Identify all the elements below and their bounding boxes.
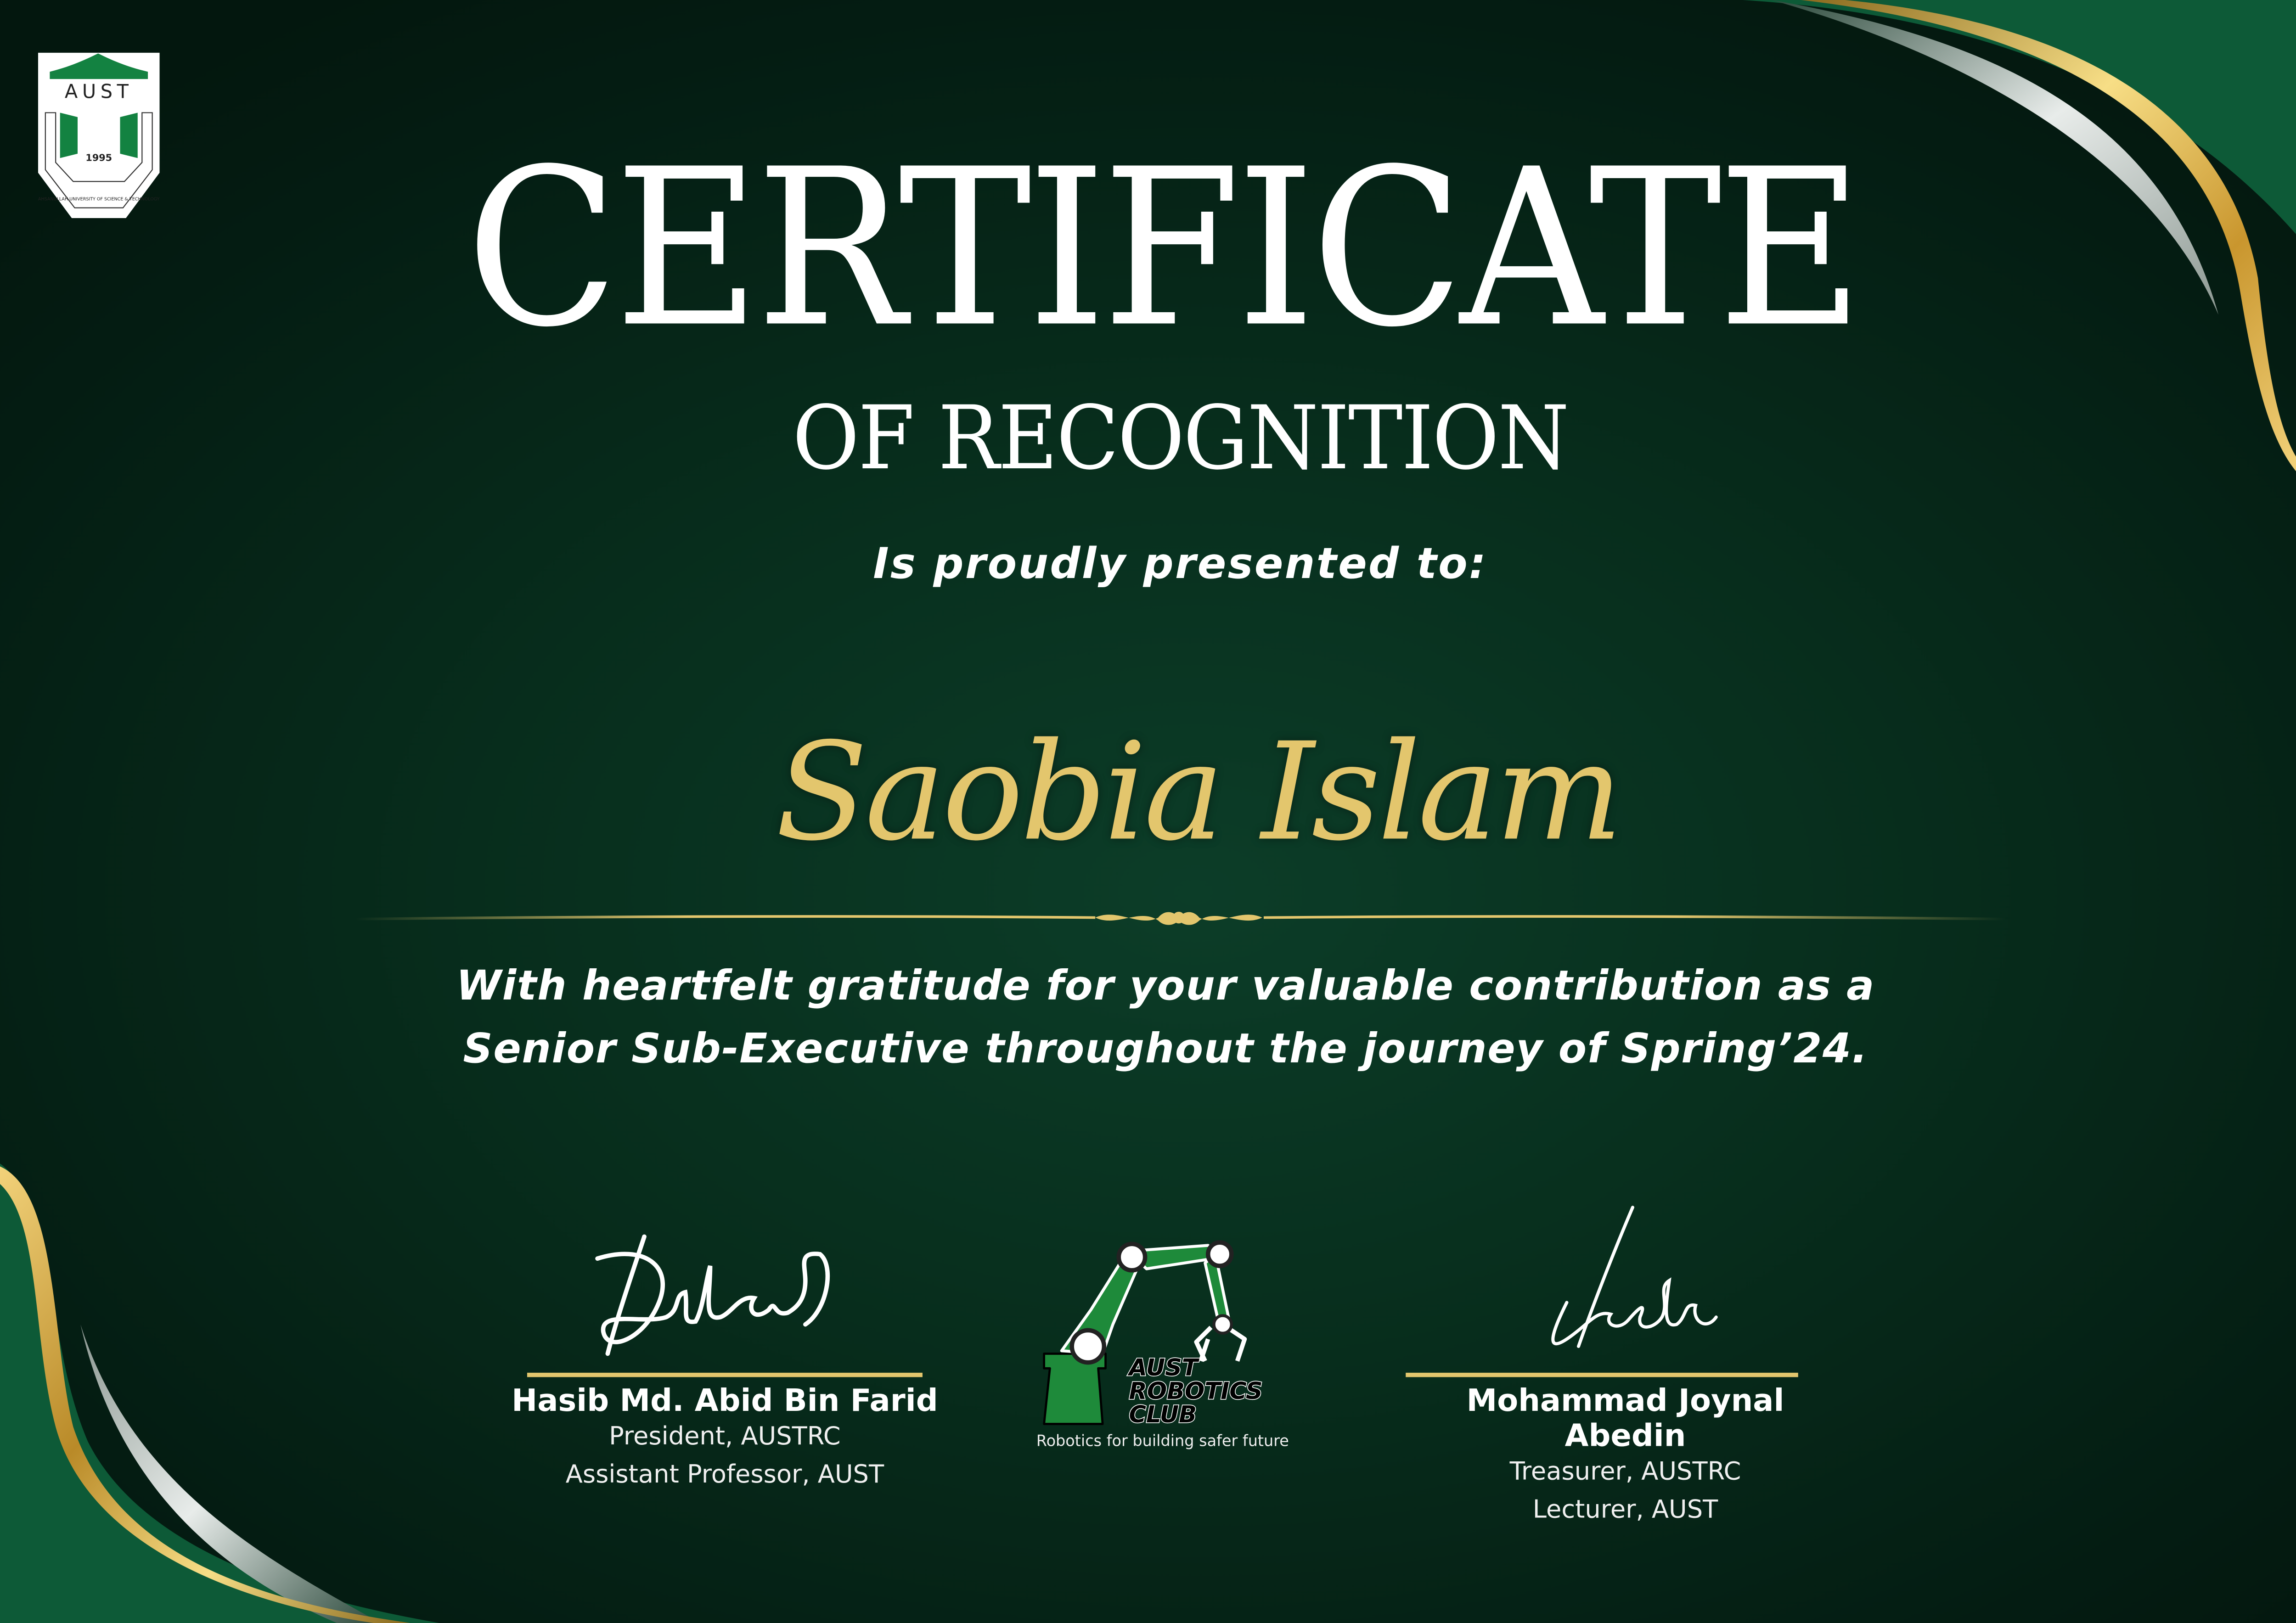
signatory-block-president [505, 1373, 945, 1494]
message-line-2: Senior Sub-Executive throughout the journey of Spring’24. [463, 1024, 1868, 1073]
signatory-name: Hasib Md. Abid Bin Farid [512, 1383, 938, 1418]
aust-robotics-club-logo [1032, 1236, 1296, 1430]
svg-text:1995: 1995 [85, 152, 113, 163]
svg-text:ROBOTICS: ROBOTICS [1129, 1378, 1263, 1405]
svg-text:AUST: AUST [64, 80, 133, 103]
signatory-title: Lecturer, AUST [1532, 1495, 1718, 1525]
club-tagline: Robotics for building safer future [1036, 1432, 1289, 1450]
recognition-message [17, 954, 2296, 1080]
corner-swoosh-bottom-left [0, 1163, 468, 1623]
svg-text:AUST: AUST [1129, 1354, 1198, 1382]
presented-to-label: Is proudly presented to: [873, 539, 1488, 589]
recipient-name: Saobia Islam [775, 714, 1620, 871]
certificate-title: CERTIFICATE [466, 123, 1859, 375]
signature-treasurer [1523, 1200, 1728, 1361]
certificate-subtitle: OF RECOGNITION [792, 387, 1568, 490]
signature-line [527, 1373, 923, 1377]
signatory-title: Assistant Professor, AUST [565, 1460, 884, 1490]
svg-text:CLUB: CLUB [1129, 1401, 1197, 1429]
message-line-1: With heartfelt gratitude for your valuable contribution as a [456, 961, 1875, 1010]
ornamental-divider [356, 904, 2006, 934]
signatory-role: Treasurer, AUSTRC [1509, 1457, 1741, 1487]
signatory-name: Mohammad Joynal Abedin [1466, 1383, 1784, 1454]
signatory-role: President, AUSTRC [609, 1422, 841, 1452]
svg-text:AHSANULLAH UNIVERSITY OF SCIEN: AHSANULLAH UNIVERSITY OF SCIENCE & TECHNOLOGY [38, 197, 160, 202]
signature-line [1406, 1373, 1798, 1377]
signatory-block-treasurer [1406, 1373, 1845, 1529]
signature-president [586, 1222, 842, 1369]
